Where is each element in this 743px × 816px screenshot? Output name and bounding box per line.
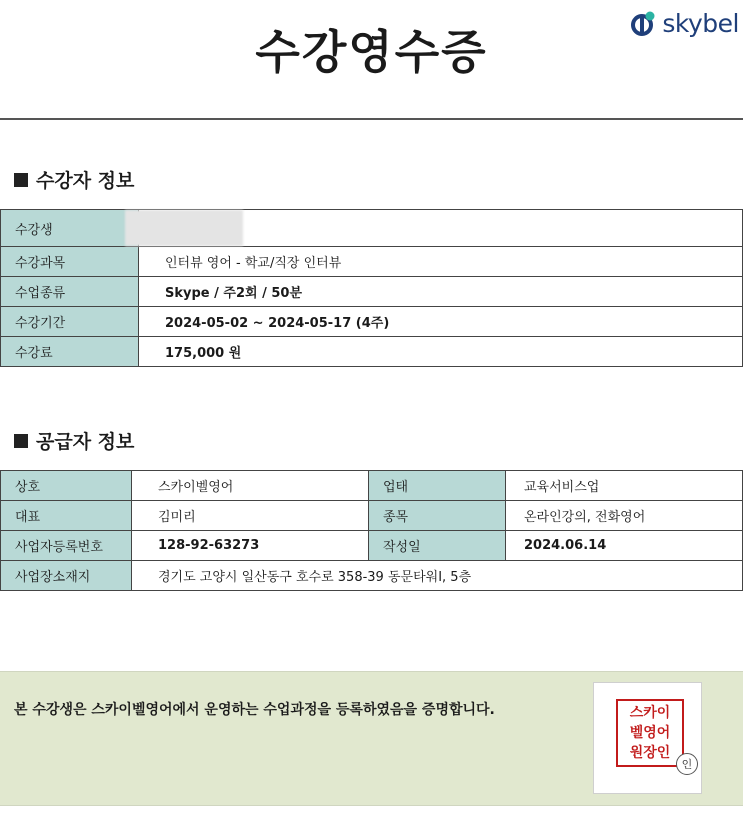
supplier-info-table: [0, 470, 743, 591]
business-item-label: 종목: [369, 501, 506, 531]
table-row: [1, 277, 743, 307]
table-row: [1, 471, 743, 501]
student-section-title: 수강자 정보: [36, 170, 135, 192]
address-label: 사업장소재지: [1, 561, 132, 591]
redacted-name-block: [125, 210, 243, 246]
supplier-section-heading: [14, 427, 134, 454]
period-label: 수강기간: [1, 307, 139, 337]
course-label: 수강과목: [1, 247, 139, 277]
student-info-table: [0, 209, 743, 367]
issue-date-value: 2024.06.14: [506, 531, 743, 561]
title-divider: [0, 118, 743, 120]
certification-box: [0, 671, 743, 806]
certification-text: 본 수강생은 스카이벨영어에서 운영하는 수업과정을 등록하였음을 증명합니다.: [14, 702, 495, 718]
business-type-value: 교육서비스업: [506, 471, 743, 501]
class-type-label: 수업종류: [1, 277, 139, 307]
student-name-value: [139, 210, 743, 247]
address-value: 경기도 고양시 일산동구 호수로 358-39 동문타워Ⅰ, 5층: [132, 561, 743, 591]
table-row: [1, 501, 743, 531]
issue-date-label: 작성일: [369, 531, 506, 561]
supplier-section-title: 공급자 정보: [36, 431, 135, 453]
business-number-label: 사업자등록번호: [1, 531, 132, 561]
page-title: 수강영수증: [255, 25, 488, 79]
fee-label: 수강료: [1, 337, 139, 367]
class-type-value: Skype / 주2회 / 50분: [139, 277, 743, 307]
period-value: 2024-05-02 ~ 2024-05-17 (4주): [139, 307, 743, 337]
student-section-heading: [14, 166, 134, 193]
representative-label: 대표: [1, 501, 132, 531]
table-row: [1, 247, 743, 277]
square-bullet-icon: [14, 173, 28, 187]
table-row: [1, 561, 743, 591]
company-seal: [616, 699, 684, 767]
fee-value: 175,000 원: [139, 337, 743, 367]
business-number-value: 128-92-63273: [132, 531, 369, 561]
business-type-label: 업태: [369, 471, 506, 501]
seal-line: 스카이: [629, 705, 671, 721]
table-row: [1, 531, 743, 561]
seal-frame: [593, 682, 702, 794]
company-name-value: 스카이벨영어: [132, 471, 369, 501]
table-row: [1, 210, 743, 247]
representative-value: 김미리: [132, 501, 369, 531]
company-name-label: 상호: [1, 471, 132, 501]
table-row: [1, 307, 743, 337]
table-row: [1, 337, 743, 367]
student-name-label: 수강생: [1, 210, 139, 247]
square-bullet-icon: [14, 434, 28, 448]
seal-line: 벨영어: [629, 725, 671, 741]
stamp-mark-icon: 인: [676, 753, 698, 775]
seal-line: 원장인: [629, 745, 671, 761]
course-value: 인터뷰 영어 - 학교/직장 인터뷰: [139, 247, 743, 277]
business-item-value: 온라인강의, 전화영어: [506, 501, 743, 531]
logo-wordmark: skybel: [662, 8, 739, 38]
